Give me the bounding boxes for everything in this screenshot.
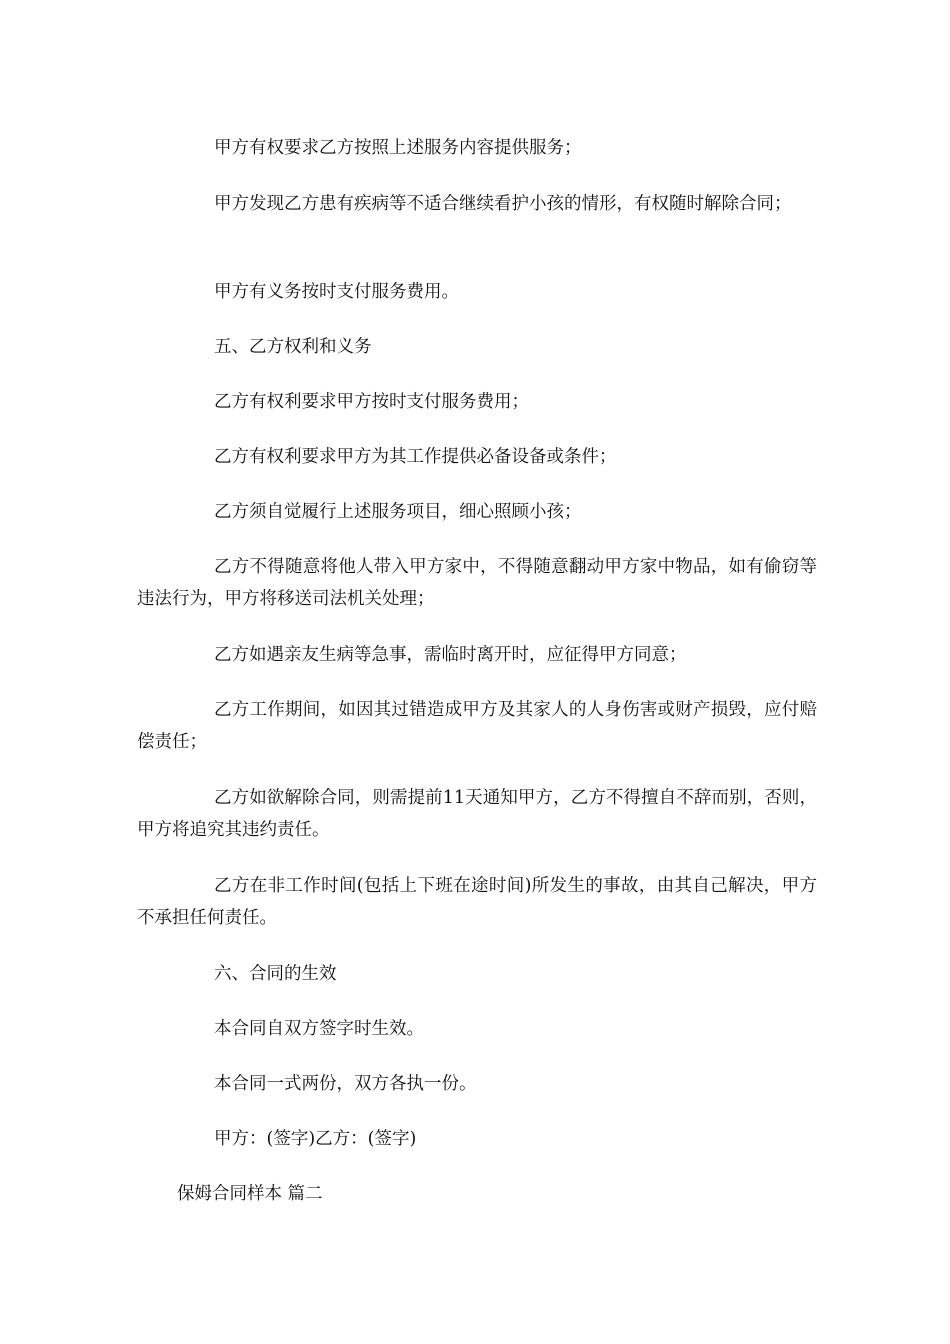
- paragraph-party-a-payment-duty: 甲方有义务按时支付服务费用。: [214, 282, 459, 302]
- paragraph-party-b-liability: 乙方工作期间，如因其过错造成甲方及其家人的人身伤害或财产损毁，应付赔偿责任；: [137, 700, 817, 752]
- paragraph-party-a-terminate: 甲方发现乙方患有疾病等不适合继续看护小孩的情形，有权随时解除合同；: [214, 194, 792, 214]
- paragraph-party-b-payment-right: 乙方有权利要求甲方按时支付服务费用；: [214, 392, 529, 412]
- paragraph-party-b-termination-notice: 乙方如欲解除合同，则需提前11天通知甲方，乙方不得擅自不辞而别，否则，甲方将追究其违约责任。: [137, 788, 817, 840]
- section-heading-six: 六、合同的生效: [214, 964, 337, 984]
- section-heading-five: 五、乙方权利和义务: [214, 337, 372, 357]
- paragraph-party-b-off-duty-accidents: 乙方在非工作时间(包括上下班在途时间)所发生的事故，由其自己解决，甲方不承担任何责任。: [137, 876, 817, 928]
- paragraph-party-a-right-service: 甲方有权要求乙方按照上述服务内容提供服务；: [214, 138, 582, 158]
- paragraph-party-b-duty-care: 乙方须自觉履行上述服务项目，细心照顾小孩；: [214, 502, 582, 522]
- paragraph-effective-on-signing: 本合同自双方签字时生效。: [214, 1019, 424, 1039]
- next-section-title: 保姆合同样本 篇二: [177, 1184, 323, 1204]
- paragraph-party-b-no-guests: 乙方不得随意将他人带入甲方家中，不得随意翻动甲方家中物品，如有偷窃等违法行为，甲方将移送司法机关处理；: [137, 557, 817, 609]
- paragraph-party-b-emergency-leave: 乙方如遇亲友生病等急事，需临时离开时，应征得甲方同意；: [214, 645, 687, 665]
- paragraph-party-b-equipment-right: 乙方有权利要求甲方为其工作提供必备设备或条件；: [214, 447, 617, 467]
- paragraph-two-copies: 本合同一式两份，双方各执一份。: [214, 1074, 477, 1094]
- paragraph-signature-line: 甲方：(签字)乙方：(签字): [214, 1129, 417, 1149]
